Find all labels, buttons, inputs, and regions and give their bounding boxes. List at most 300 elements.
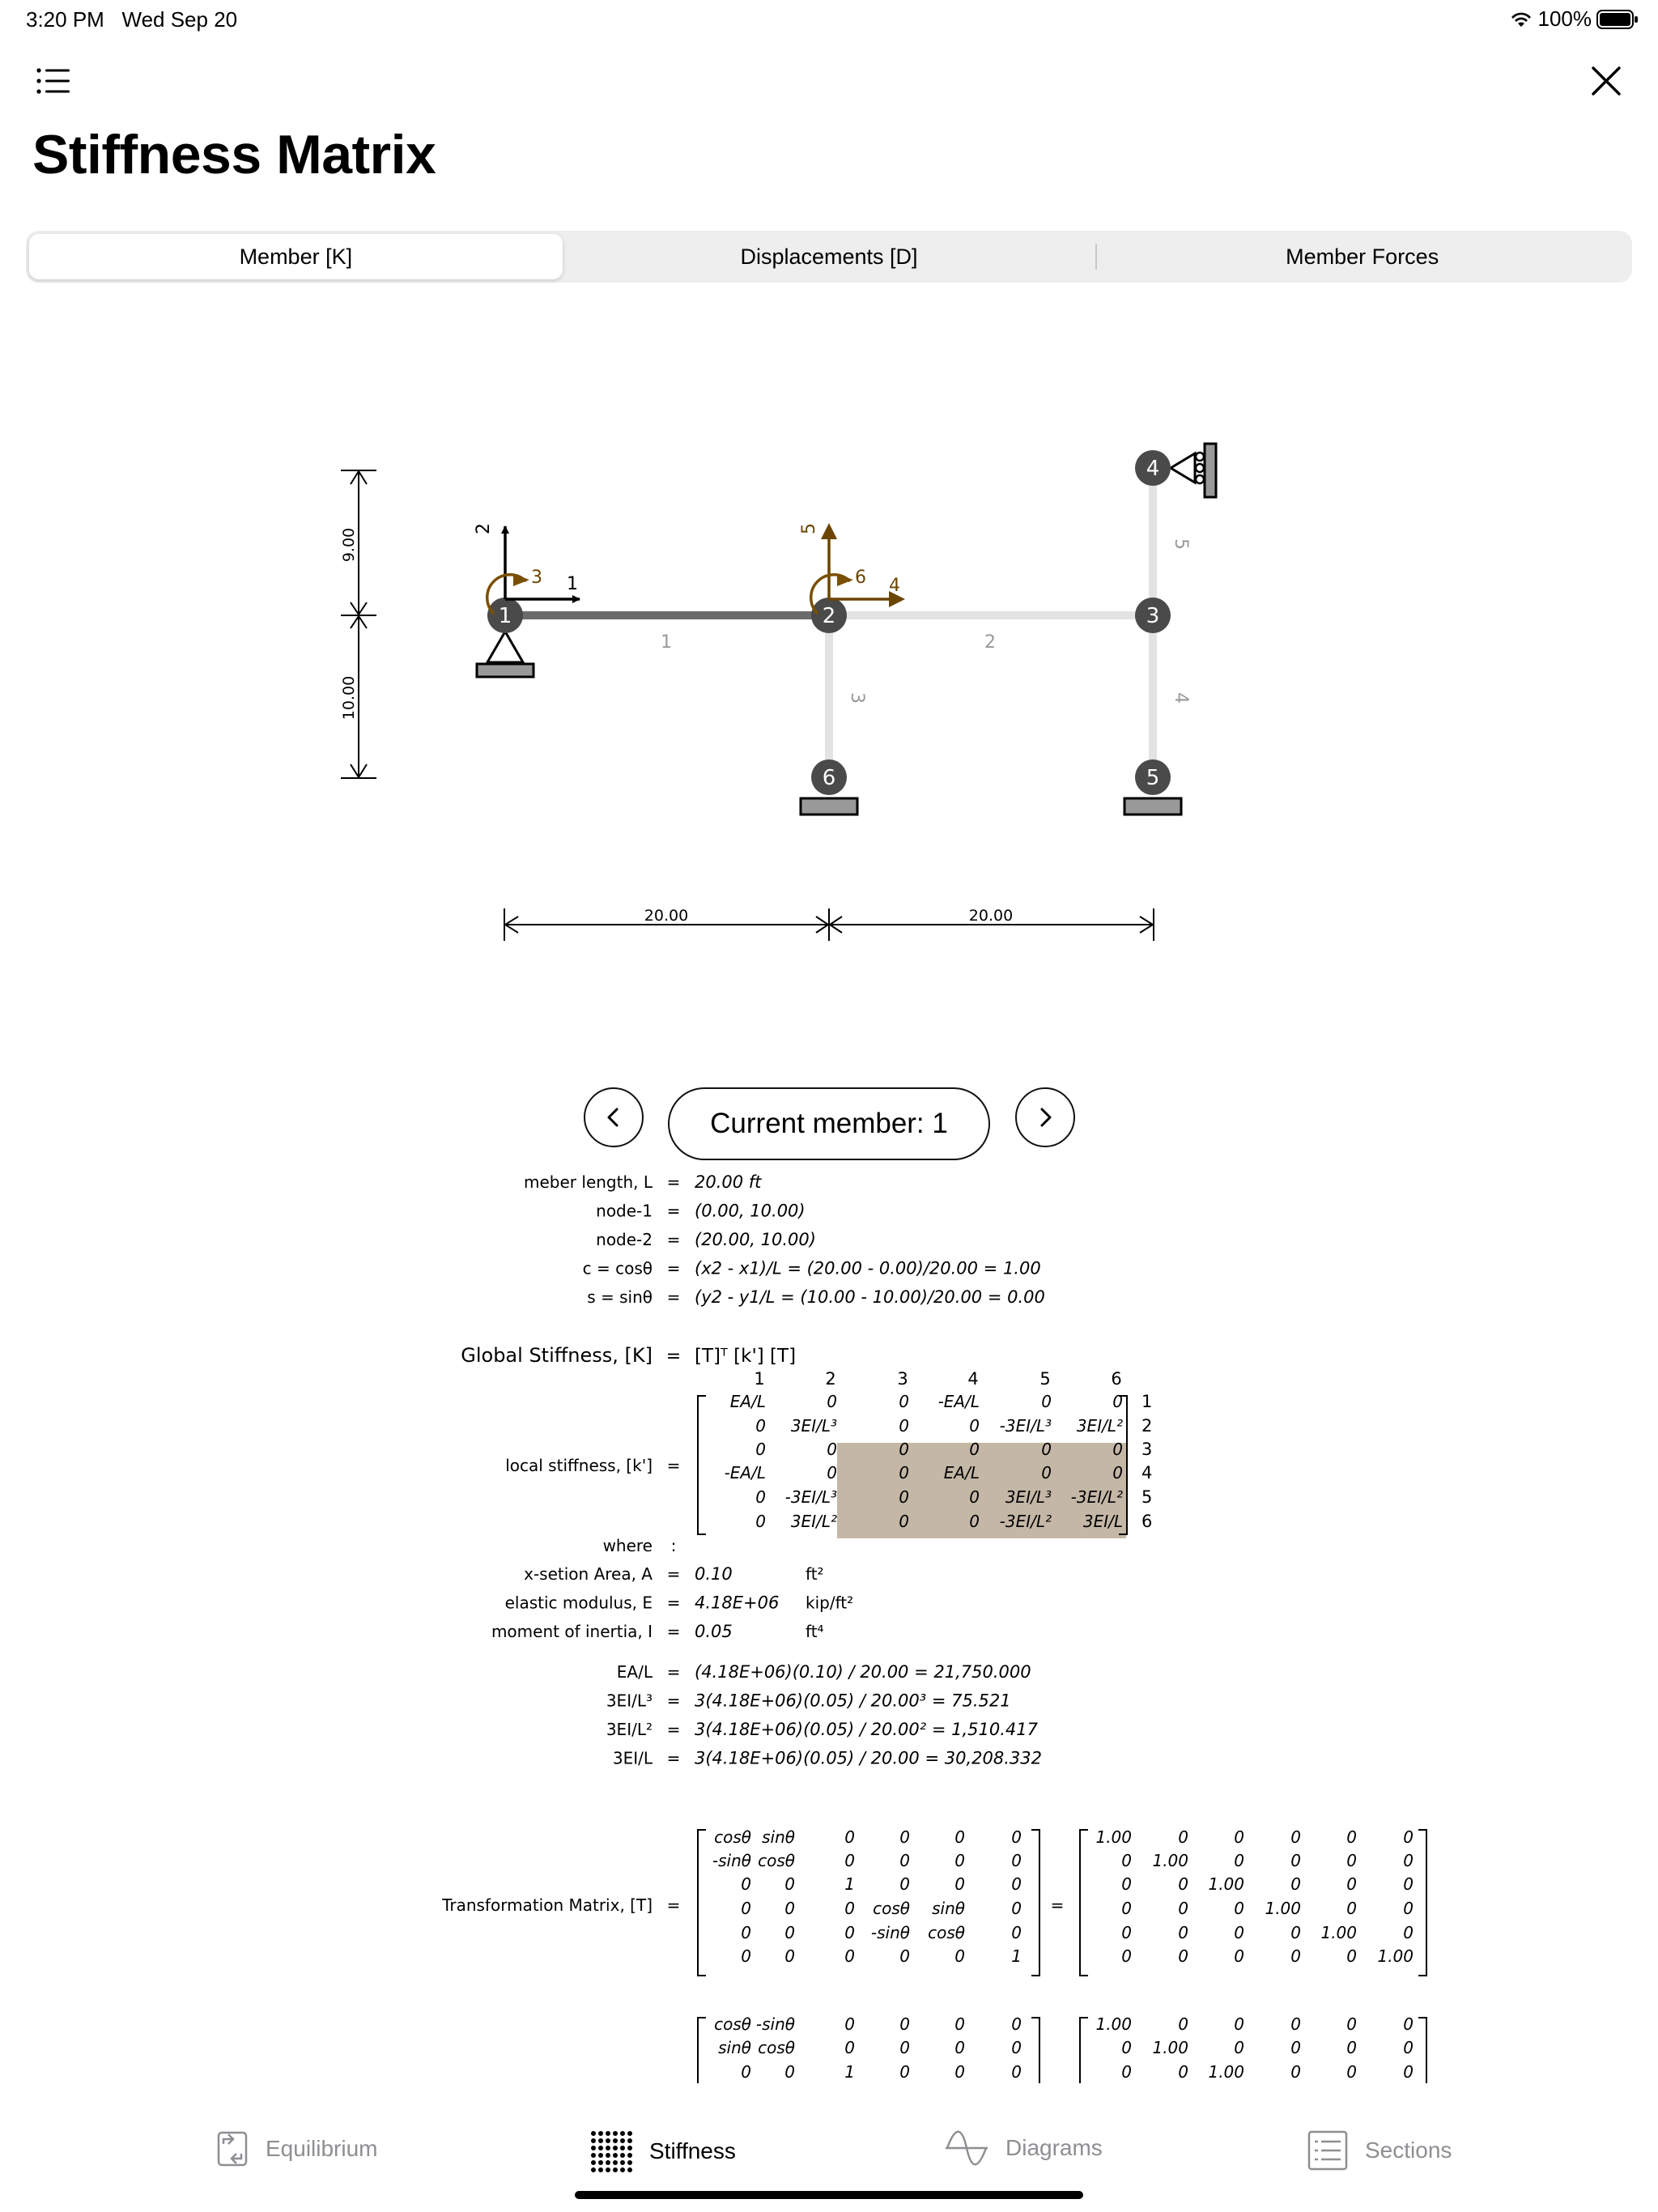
column-index: 2 [825,1369,836,1389]
t-symbolic-cell: 0 [741,1923,751,1942]
support-base-5 [1124,798,1181,815]
tt-symbolic-cell: 0 [899,2038,910,2057]
t-numeric-cell: 0 [1178,1827,1188,1847]
local-stiffness-cell: 0 [755,1487,766,1507]
prev-member-button[interactable] [584,1087,644,1147]
tt-numeric-cell: 0 [1234,2014,1244,2034]
t-symbolic-cell: 0 [954,1946,965,1966]
term-equals: = [666,1720,681,1739]
tab-sections-label: Sections [1365,2138,1452,2163]
chevron-right-icon [1033,1105,1057,1129]
column-index: 1 [754,1369,765,1389]
stiffness-icon-dot [591,2131,596,2136]
stiffness-icon-dot [620,2153,625,2158]
row-index: 1 [1141,1392,1153,1411]
t-matrix-mid-equals: = [1050,1895,1065,1915]
global-stiffness-equals: = [665,1346,682,1367]
t-numeric-cell: 1.00 [1320,1923,1357,1942]
support-base-6 [801,798,857,815]
property-equals: = [666,1622,681,1641]
property-equals: = [666,1593,681,1613]
where-sep: : [670,1536,677,1555]
tt-symbolic-cell: 0 [1011,2038,1022,2057]
local-stiffness-equals: = [666,1456,681,1475]
t-symbolic-cell: 0 [844,1899,855,1918]
t-symbolic-cell: 0 [899,1851,910,1870]
stiffness-icon-dot [627,2131,632,2136]
bracket [698,1830,706,1976]
bracket [1418,1830,1426,1976]
t-symbolic-cell: cosθ [928,1923,965,1942]
local-stiffness-cell: 0 [1041,1392,1052,1411]
t-numeric-cell: 0 [1121,1946,1132,1966]
term-value: (4.18E+06)(0.10) / 20.00 = 21,750.000 [695,1662,1031,1682]
calc-row-equals: = [666,1287,681,1307]
calc-row-value: (x2 - x1)/L = (20.00 - 0.00)/20.00 = 1.00 [695,1258,1041,1278]
tt-symbolic-cell: 0 [844,2014,855,2034]
tab-member-forces[interactable] [1095,234,1629,279]
close-icon[interactable] [1584,58,1629,104]
local-stiffness-cell: 3EI/L [1082,1512,1123,1531]
column-index: 6 [1111,1369,1122,1389]
stiffness-icon-dot [620,2131,625,2136]
support-base-1 [477,664,534,677]
property-unit: ft⁴ [806,1622,824,1641]
stiffness-matrix-icon [589,2129,633,2173]
local-stiffness-cell: 3EI/L³ [790,1416,837,1436]
tt-symbolic-cell: cosθ [758,2038,795,2057]
column-index: 3 [897,1369,908,1389]
segment-divider [1095,244,1097,270]
tt-symbolic-cell: 0 [899,2014,910,2034]
tab-diagrams[interactable] [944,2129,1103,2167]
local-stiffness-cell: 0 [755,1416,766,1436]
local-stiffness-label: local stiffness, [k'] [505,1456,653,1475]
tt-symbolic-cell: 0 [784,2062,795,2082]
local-stiffness-cell: 0 [899,1392,909,1411]
equilibrium-icon [215,2129,249,2168]
t-numeric-cell: 0 [1121,1851,1132,1870]
stiffness-icon-dot [606,2131,610,2136]
calculation-canvas [0,1166,1658,2083]
local-stiffness-cell: -EA/L [937,1392,980,1411]
t-numeric-cell: 0 [1121,1874,1132,1894]
tt-numeric-cell: 0 [1346,2038,1357,2057]
dim-h-2: 20.00 [968,907,1014,925]
stiffness-icon-dot [606,2146,610,2150]
tt-symbolic-cell: sinθ [718,2038,751,2057]
frame-diagram [0,405,1658,1004]
t-symbolic-cell: 0 [954,1827,965,1847]
stiffness-icon-dot [606,2160,610,2165]
local-stiffness-cell: EA/L [943,1463,980,1482]
property-value: 0.10 [695,1564,733,1584]
tab-sections[interactable] [1307,2129,1452,2172]
stiffness-icon-dot [591,2153,596,2158]
global-stiffness-value: [T]ᵀ [k'] [T] [695,1346,797,1367]
tt-numeric-cell: 0 [1121,2062,1132,2082]
stiffness-icon-dot [620,2167,625,2172]
local-stiffness-cell: 0 [969,1487,980,1507]
local-stiffness-cell: 0 [827,1463,837,1482]
home-indicator [575,2191,1083,2199]
stiffness-icon-dot [627,2153,632,2158]
t-symbolic-cell: 0 [1011,1827,1022,1847]
t-symbolic-cell: 0 [899,1827,910,1847]
local-stiffness-cell: 0 [899,1440,909,1459]
stiffness-icon-dot [613,2138,618,2143]
t-numeric-cell: 0 [1234,1827,1244,1847]
tt-numeric-cell: 0 [1234,2038,1244,2057]
stiffness-icon-dot [606,2138,610,2143]
dof-label-2: 2 [474,523,494,534]
member-label-3: 3 [847,692,867,704]
local-stiffness-cell: 0 [755,1512,766,1531]
t-numeric-cell: 0 [1234,1946,1244,1966]
tt-symbolic-cell: 0 [844,2038,855,2057]
stiffness-icon-dot [620,2138,625,2143]
calculation-sheet[interactable] [0,1166,1658,2083]
t-symbolic-cell: 0 [844,1946,855,1966]
vertical-dimension [341,470,376,779]
tt-numeric-cell: 0 [1346,2062,1357,2082]
t-matrix-label: Transformation Matrix, [T] [442,1895,653,1915]
t-symbolic-cell: 0 [784,1874,795,1894]
t-symbolic-cell: -sinθ [712,1851,751,1870]
local-stiffness-cell: 0 [899,1463,909,1482]
tt-numeric-cell: 1.00 [1208,2062,1244,2082]
row-index: 4 [1141,1463,1153,1482]
tab-member-k-label: Member [K] [239,244,353,269]
diagram-wave-icon [944,2129,989,2167]
status-right [1509,6,1639,32]
column-index: 4 [967,1369,979,1389]
dof-label-1: 1 [567,574,578,594]
calc-row-value: 20.00 ft [695,1172,762,1192]
status-bar [0,0,1658,39]
tab-displacements-label: Displacements [D] [740,244,918,269]
t-numeric-cell: 0 [1234,1899,1244,1918]
battery-percent: 100% [1537,6,1592,31]
property-label: x-setion Area, A [524,1564,653,1584]
dim-v-9: 9.00 [340,527,358,563]
t-symbolic-cell: cosθ [714,1827,751,1847]
dof-label-4: 4 [889,576,900,596]
horizontal-dimension [504,908,1154,941]
local-stiffness-cell: 0 [969,1440,980,1459]
tt-numeric-cell: 0 [1178,2062,1188,2082]
bracket [1080,2018,1088,2083]
current-member-label: Current member: 1 [710,1108,948,1139]
t-symbolic-cell: 0 [784,1923,795,1942]
t-numeric-cell: 0 [1178,1874,1188,1894]
global-stiffness-label: Global Stiffness, [K] [461,1344,653,1367]
t-numeric-cell: 0 [1403,1851,1414,1870]
battery-icon [1596,9,1639,30]
bracket [698,2018,706,2083]
dof-label-3: 3 [531,568,542,588]
tab-member-k[interactable] [29,234,563,279]
calc-row-equals: = [666,1230,681,1249]
tab-stiffness-label: Stiffness [649,2138,736,2163]
local-stiffness-cell: -3EI/L² [999,1512,1052,1531]
term-value: 3(4.18E+06)(0.05) / 20.00³ = 75.521 [695,1691,1011,1711]
tt-numeric-cell: 0 [1290,2062,1301,2082]
t-numeric-cell: 0 [1290,1851,1301,1870]
local-stiffness-cell: EA/L [729,1392,766,1411]
term-equals: = [666,1691,681,1711]
row-index: 6 [1141,1512,1153,1531]
tt-symbolic-cell: 1 [844,2062,855,2082]
member-label-5: 5 [1171,538,1191,550]
row-index: 5 [1141,1487,1153,1507]
t-symbolic-cell: 1 [844,1874,855,1894]
stiffness-icon-dot [591,2138,596,2143]
bracket [1031,1830,1039,1976]
t-symbolic-cell: -sinθ [870,1923,910,1942]
t-numeric-cell: 0 [1121,1923,1132,1942]
pin-support [487,632,523,662]
roller-support [1171,444,1216,497]
calc-row-label: s = sinθ [587,1287,653,1307]
calc-row-equals: = [666,1258,681,1278]
stiffness-icon-dot [598,2131,603,2136]
t-numeric-cell: 0 [1403,1874,1414,1894]
property-value: 4.18E+06 [695,1593,780,1613]
property-label: moment of inertia, I [491,1622,653,1641]
local-stiffness-cell: 0 [969,1512,980,1531]
list-icon[interactable] [31,58,76,104]
bracket [1080,1830,1088,1976]
page-title: Stiffness Matrix [32,124,436,185]
tt-numeric-cell: 0 [1403,2062,1414,2082]
t-symbolic-cell: 1 [1011,1946,1022,1966]
calc-row-label: meber length, L [524,1172,653,1192]
t-symbolic-cell: 0 [899,1946,910,1966]
calc-row-label: c = cosθ [582,1258,653,1278]
stiffness-icon-dot [591,2167,596,2172]
sections-list-icon [1307,2129,1349,2172]
tt-symbolic-cell: cosθ [714,2014,751,2034]
t-numeric-cell: 0 [1346,1946,1357,1966]
t-numeric-cell: 1.00 [1265,1899,1301,1918]
local-stiffness-cell: -EA/L [724,1463,766,1482]
term-equals: = [666,1748,681,1768]
tab-displacements[interactable] [563,234,1096,279]
local-stiffness-cell: 0 [755,1440,766,1459]
stiffness-icon-dot [606,2167,610,2172]
calc-row-equals: = [666,1201,681,1221]
t-symbolic-cell: 0 [784,1899,795,1918]
t-numeric-cell: 0 [1346,1874,1357,1894]
next-member-button[interactable] [1015,1087,1075,1147]
property-value: 0.05 [695,1622,733,1641]
tt-symbolic-cell: -sinθ [755,2014,795,2034]
tt-numeric-cell: 1.00 [1152,2038,1188,2057]
node-label-4: 4 [1146,457,1160,481]
calc-row-equals: = [666,1172,681,1192]
node-label-2: 2 [822,604,836,628]
stiffness-icon-dot [598,2153,603,2158]
t-numeric-cell: 0 [1178,1899,1188,1918]
tt-numeric-cell: 0 [1403,2038,1414,2057]
dim-v-10: 10.00 [340,675,358,721]
term-label: EA/L [616,1662,653,1682]
t-symbolic-cell: cosθ [758,1851,795,1870]
tt-symbolic-cell: 0 [741,2062,751,2082]
t-numeric-cell: 0 [1346,1899,1357,1918]
stiffness-icon-dot [613,2153,618,2158]
t-numeric-cell: 0 [1403,1899,1414,1918]
tt-symbolic-cell: 0 [954,2014,965,2034]
calc-row-value: (20.00, 10.00) [695,1230,816,1249]
local-stiffness-cell: 0 [827,1392,837,1411]
row-index: 3 [1141,1440,1153,1459]
local-stiffness-cell: -3EI/L² [1070,1487,1123,1507]
local-stiffness-cell: 0 [1112,1392,1123,1411]
t-numeric-cell: 1.00 [1095,1827,1132,1847]
t-matrix-equals: = [666,1895,681,1915]
t-numeric-cell: 0 [1290,1874,1301,1894]
dim-h-1: 20.00 [644,907,689,925]
local-stiffness-cell: 3EI/L² [790,1512,837,1531]
t-symbolic-cell: 0 [844,1827,855,1847]
t-symbolic-cell: 0 [844,1851,855,1870]
member-label-2: 2 [984,632,996,653]
local-stiffness-cell: 0 [827,1440,837,1459]
tab-member-forces-label: Member Forces [1286,244,1439,269]
term-equals: = [666,1662,681,1682]
t-numeric-cell: 0 [1178,1923,1188,1942]
node-label-1: 1 [498,604,512,628]
tt-numeric-cell: 0 [1290,2038,1301,2057]
property-equals: = [666,1564,681,1584]
bracket [698,1396,706,1534]
calc-row-value: (0.00, 10.00) [695,1201,806,1221]
property-label: elastic modulus, E [504,1593,653,1613]
local-stiffness-cell: 3EI/L² [1076,1416,1123,1436]
stiffness-icon-dot [627,2146,632,2150]
stiffness-icon-dot [627,2138,632,2143]
t-symbolic-cell: 0 [844,1923,855,1942]
tt-symbolic-cell: 0 [899,2062,910,2082]
t-symbolic-cell: 0 [741,1874,751,1894]
stiffness-icon-dot [620,2160,625,2165]
dof-label-5: 5 [799,523,819,534]
t-symbolic-cell: 0 [784,1946,795,1966]
t-symbolic-cell: sinθ [932,1899,965,1918]
t-symbolic-cell: 0 [954,1874,965,1894]
tt-symbolic-cell: 0 [954,2038,965,2057]
property-unit: ft² [806,1564,824,1584]
local-stiffness-cell: -3EI/L³ [784,1487,837,1507]
node-label-3: 3 [1146,604,1160,628]
stiffness-icon-dot [613,2160,618,2165]
tt-symbolic-cell: 0 [1011,2062,1022,2082]
t-symbolic-cell: 0 [1011,1851,1022,1870]
wifi-icon [1509,10,1533,29]
dof-label-6: 6 [855,568,866,588]
t-numeric-cell: 0 [1290,1946,1301,1966]
term-value: 3(4.18E+06)(0.05) / 20.00² = 1,510.417 [695,1720,1039,1739]
t-numeric-cell: 1.00 [1152,1851,1188,1870]
status-time-date [26,7,237,32]
member-label-1: 1 [661,632,672,653]
member-label-4: 4 [1171,692,1191,704]
t-symbolic-cell: 0 [954,1851,965,1870]
tt-symbolic-cell: 0 [954,2062,965,2082]
tt-numeric-cell: 0 [1403,2014,1414,2034]
current-member-button[interactable] [668,1087,990,1160]
tt-symbolic-cell: 0 [1011,2014,1022,2034]
local-stiffness-cell: 0 [899,1487,909,1507]
stiffness-icon-dot [598,2160,603,2165]
tt-numeric-cell: 1.00 [1095,2014,1132,2034]
stiffness-icon-dot [620,2146,625,2150]
stiffness-icon-dot [591,2146,596,2150]
property-unit: kip/ft² [806,1593,854,1613]
column-index: 5 [1039,1369,1051,1389]
local-stiffness-cell: 3EI/L³ [1005,1487,1052,1507]
t-numeric-cell: 0 [1403,1827,1414,1847]
segmented-control [26,231,1632,283]
stiffness-icon-dot [627,2167,632,2172]
stiffness-icon-dot [598,2138,603,2143]
t-numeric-cell: 0 [1290,1827,1301,1847]
term-label: 3EI/L² [606,1720,653,1739]
t-symbolic-cell: 0 [1011,1874,1022,1894]
dof-rotation-3-head [513,574,529,586]
bracket [1031,2018,1039,2083]
local-stiffness-cell: -3EI/L³ [999,1416,1052,1436]
stiffness-icon-dot [598,2146,603,2150]
t-symbolic-cell: sinθ [762,1827,795,1847]
t-symbolic-cell: 0 [899,1874,910,1894]
local-stiffness-cell: 0 [899,1416,909,1436]
stiffness-icon-dot [591,2160,596,2165]
row-index: 2 [1141,1416,1153,1436]
dof-rotation-6-head [837,574,853,586]
calc-row-label: node-2 [596,1230,653,1249]
tab-stiffness[interactable] [589,2129,736,2173]
local-stiffness-cell: 0 [1112,1440,1123,1459]
tt-numeric-cell: 0 [1178,2014,1188,2034]
tab-diagrams-label: Diagrams [1005,2135,1103,2160]
chevron-left-icon [602,1105,626,1129]
dof-arrow-5-head [821,523,837,539]
stiffness-icon-dot [598,2167,603,2172]
t-numeric-cell: 0 [1346,1827,1357,1847]
t-symbolic-cell: 0 [1011,1899,1022,1918]
tab-equilibrium[interactable] [215,2129,378,2168]
t-numeric-cell: 1.00 [1208,1874,1244,1894]
where-label: where [602,1536,653,1555]
t-numeric-cell: 0 [1346,1851,1357,1870]
node-label-5: 5 [1146,766,1160,790]
t-numeric-cell: 0 [1290,1923,1301,1942]
stiffness-icon-dot [627,2160,632,2165]
t-symbolic-cell: 0 [1011,1923,1022,1942]
term-label: 3EI/L [612,1748,653,1768]
stiffness-icon-dot [613,2167,618,2172]
status-date: Wed Sep 20 [121,7,238,32]
tt-numeric-cell: 0 [1121,2038,1132,2057]
tt-numeric-cell: 0 [1290,2014,1301,2034]
t-symbolic-cell: 0 [741,1899,751,1918]
t-numeric-cell: 0 [1234,1923,1244,1942]
stiffness-icon-dot [613,2146,618,2150]
t-numeric-cell: 0 [1403,1923,1414,1942]
